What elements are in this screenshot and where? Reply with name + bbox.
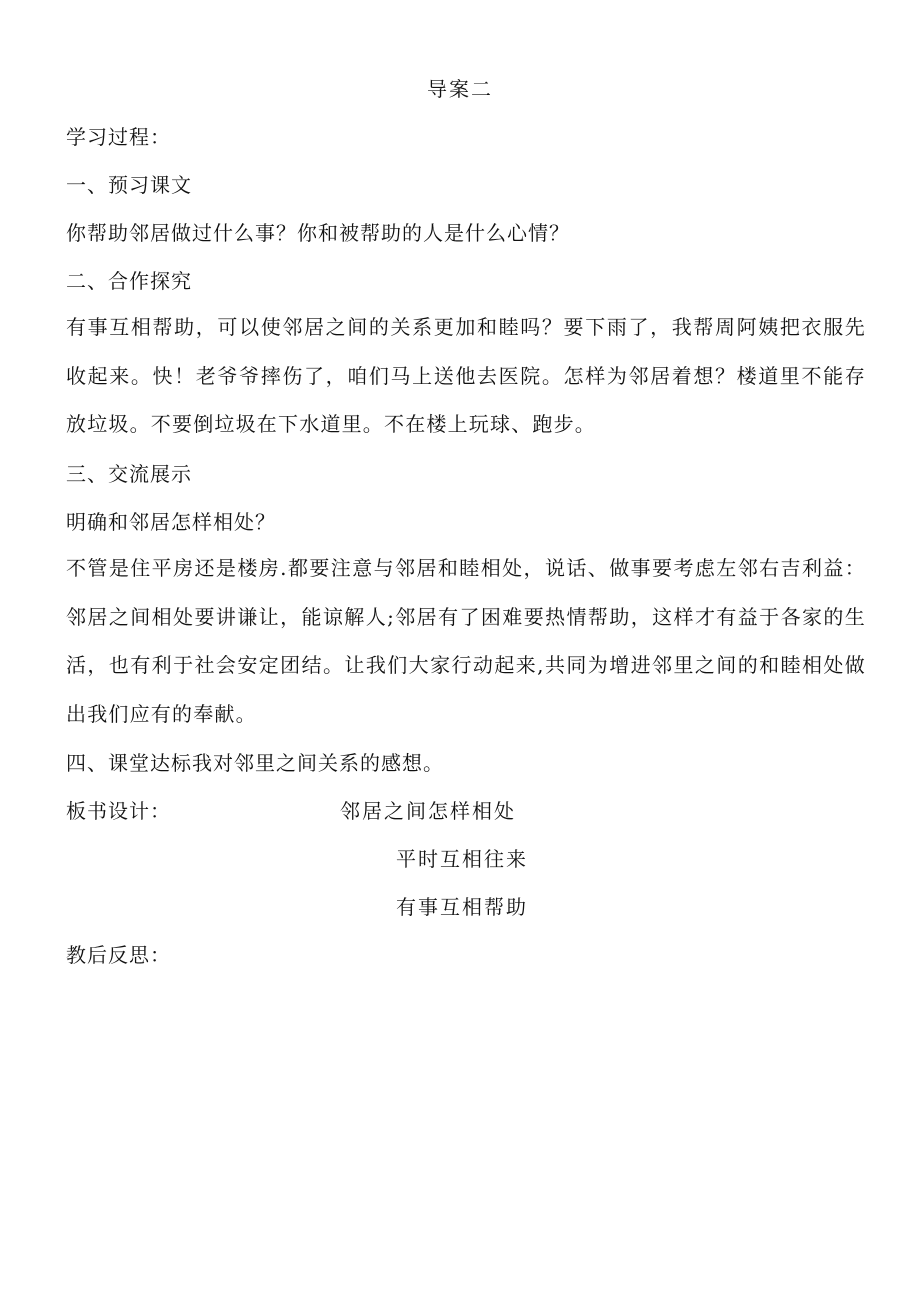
board-label: 板书设计： bbox=[66, 799, 171, 823]
section-1-question: 你帮助邻居做过什么事？你和被帮助的人是什么心情？ bbox=[66, 221, 570, 245]
reflection-label: 教后反思： bbox=[66, 943, 171, 967]
page-title: 导案二 bbox=[427, 77, 493, 101]
process-label: 学习过程： bbox=[66, 125, 171, 149]
section-3-body: 不管是住平房还是楼房.都要注意与邻居和睦相处，说话、做事要考虑左邻右吉利益：邻居之间相处要讲谦让，能谅解人;邻居有了困难要热情帮助，这样才有益于各家的生活，也有利于社会安定团结。让我们大家行动起来,共同为增进邻里之间的和睦相处做出我们应有的奉献。 bbox=[66, 556, 866, 726]
board-point-2: 有事互相帮助 bbox=[396, 895, 528, 919]
section-2-heading: 二、合作探究 bbox=[66, 269, 192, 293]
section-4-heading: 四、课堂达标我对邻里之间关系的感想。 bbox=[66, 751, 444, 775]
section-2-body: 有事互相帮助，可以使邻居之间的关系更加和睦吗？要下雨了，我帮周阿姨把衣服先收起来。快！老爷爷摔伤了，咱们马上送他去医院。怎样为邻居着想？楼道里不能存放垃圾。不要倒垃圾在下水道里。不在楼上玩球、跑步。 bbox=[66, 315, 866, 436]
section-3-question: 明确和邻居怎样相处？ bbox=[66, 510, 276, 534]
section-1-heading: 一、预习课文 bbox=[66, 173, 192, 197]
board-point-1: 平时互相往来 bbox=[396, 847, 528, 871]
board-main-title: 邻居之间怎样相处 bbox=[340, 799, 516, 823]
section-3-heading: 三、交流展示 bbox=[66, 462, 192, 486]
